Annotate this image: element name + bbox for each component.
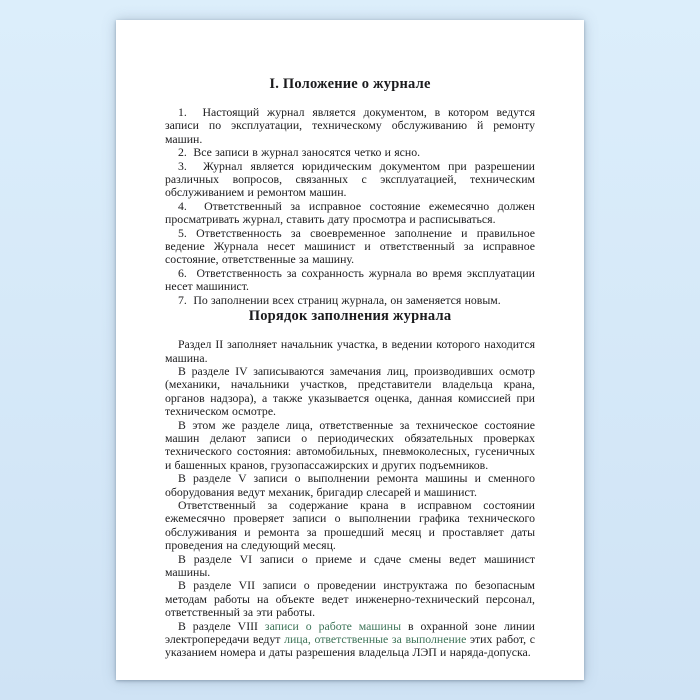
document-page [116, 20, 584, 680]
paragraph [165, 338, 535, 365]
text-run: в охранной зоне линии электропередачи ведут [165, 618, 535, 647]
text-run: 6. Ответственность за сохранность журнала во время эксплуатации несет машинист. [165, 265, 535, 294]
text-run: В разделе IV записываются замечания лиц, производивших осмотр (механики, начальники участков, представители владельца крана, органов надзора), а также указывается оценка, данная комиссией при техническом осмотре. [165, 363, 535, 419]
text-run: 2. Все записи в журнал заносятся четко и ясно. [178, 145, 421, 160]
section1-body [165, 106, 535, 307]
section1-title: I. Положение о журнале [269, 76, 431, 92]
numbered-item [165, 294, 535, 307]
section2-title: Порядок заполнения журнала [248, 308, 452, 325]
numbered-item [165, 200, 535, 227]
section2-body [165, 338, 535, 660]
numbered-item [165, 146, 535, 159]
paragraph [165, 365, 535, 419]
text-run: Ответственный за содержание крана в исправном состоянии ежемесячно проверяет записи о выполнении графика технического обслуживания и ремонта за прошедший месяц и проставляет даты проведения на следующий месяц. [165, 497, 535, 553]
text-run: В этом же разделе лица, ответственные за техническое состояние машин делают записи о периодических обязательных проверках технического состояния: автомобильных, пневмоколесных, гусеничных и башенных кранов, грузопассажирских и других подъемников. [165, 417, 535, 472]
paragraph [165, 553, 535, 580]
text-run: Раздел II заполняет начальник участка, в ведении которого находится машина. [165, 337, 535, 365]
text-run: В разделе VII записи о проведении инструктажа по безопасным методам работы на объекте ведет инженерно-технический персонал, ответственный за эти работы. [165, 578, 535, 620]
paragraph [165, 499, 535, 553]
text-run: этих работ, с указанием номера и даты разрешения владельца ЛЭП и наряда-допуска. [165, 632, 536, 660]
text-run: 3. Журнал является юридическим документом при разрешении различных вопросов, связанных с эксплуатацией, техническим обслуживанием и ремонтом машин. [165, 158, 535, 200]
text-run: В разделе VI записи о приеме и сдаче смены ведет машинист машины. [165, 551, 535, 579]
text-run: 5. Ответственность за своевременное заполнение и правильное ведение Журнала несет машинист и ответственный за исправное состояние, ответственные за машину. [165, 225, 535, 267]
numbered-item [165, 227, 535, 267]
text-run-green: лица, ответственные за выполнение [284, 632, 467, 647]
paragraph [165, 472, 535, 499]
text-run-green: записи о работе машины [264, 618, 402, 633]
paragraph [165, 579, 535, 619]
numbered-item [165, 160, 535, 200]
paragraph [165, 419, 535, 473]
text-run: 4. Ответственный за исправное состояние ежемесячно должен просматривать журнал, ставить дату просмотра и расписываться. [165, 198, 535, 227]
text-run: 1. Настоящий журнал является документом, в котором ведутся записи по эксплуатации, техническому обслуживанию й ремонту машин. [165, 105, 535, 146]
numbered-item [165, 267, 535, 294]
text-run: В разделе VIII [178, 618, 265, 633]
text-run: В разделе V записи о выполнении ремонта машины и сменного оборудования ведут механик, бригадир слесарей и машинист. [165, 471, 535, 499]
numbered-item [165, 106, 535, 146]
paragraph [165, 620, 535, 660]
text-run: 7. По заполнении всех страниц журнала, он заменяется новым. [178, 292, 501, 307]
